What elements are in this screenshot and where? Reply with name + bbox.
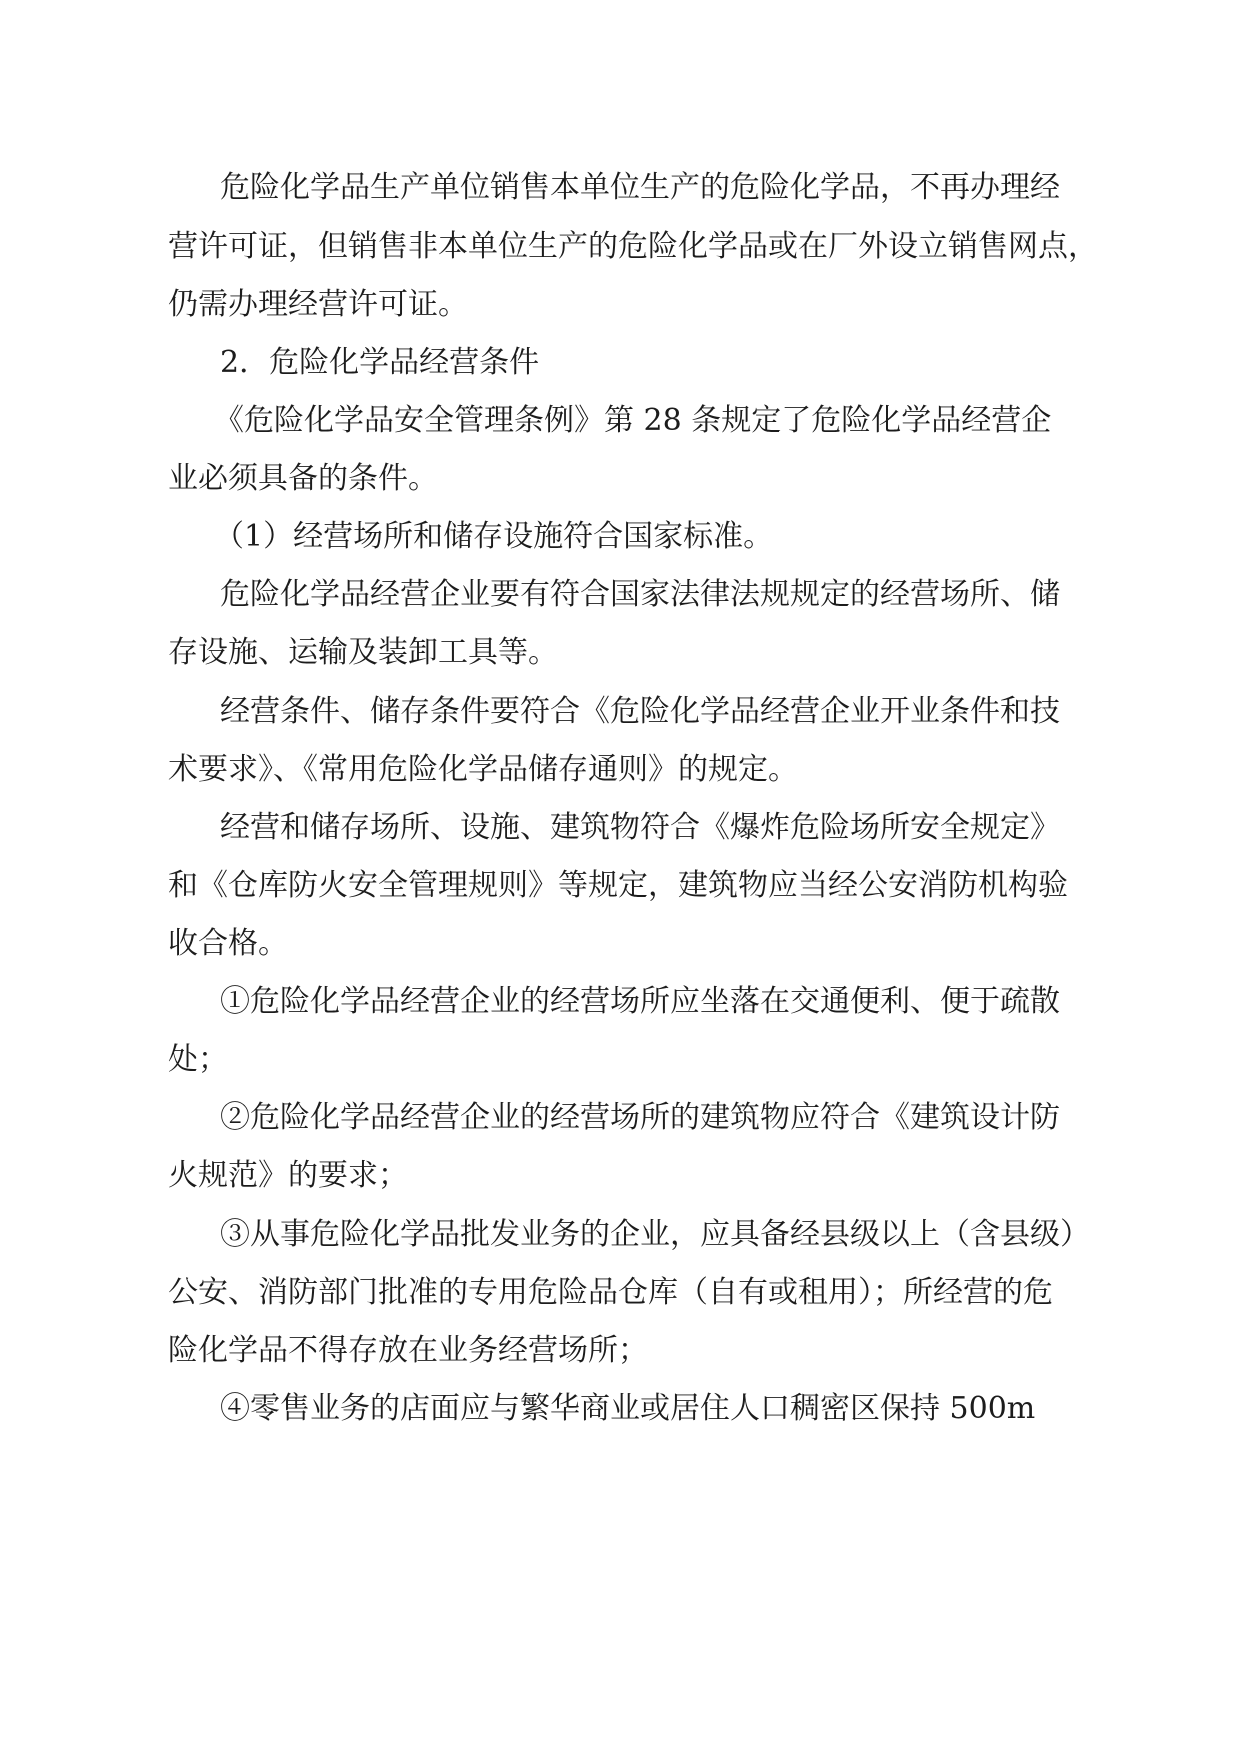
text-line	[0, 1326, 1241, 1376]
text-line	[0, 1093, 1241, 1143]
line-text: 危险化学品经营企业要有符合国家法律法规规定的经营场所、储	[220, 577, 1060, 612]
line-text: 存设施、运输及装卸工具等。	[168, 635, 558, 670]
text-line	[0, 163, 1241, 213]
section-heading	[0, 338, 1241, 388]
text-line	[0, 222, 1241, 272]
line-text: 《危险化学品安全管理条例》第 28 条规定了危险化学品经营企	[214, 403, 1052, 438]
text-line	[0, 280, 1241, 330]
line-text: 处；	[168, 1042, 228, 1077]
line-text: 业必须具备的条件。	[168, 461, 438, 496]
line-text: ②危险化学品经营企业的经营场所的建筑物应符合《建筑设计防	[220, 1100, 1060, 1135]
text-line	[0, 919, 1241, 969]
text-line	[0, 803, 1241, 853]
line-text: 仍需办理经营许可证。	[168, 287, 468, 322]
heading-text: 2．危险化学品经营条件	[220, 345, 540, 380]
text-line	[0, 1268, 1241, 1318]
line-text: （1）经营场所和储存设施符合国家标准。	[214, 519, 774, 554]
line-text: 术要求》、《常用危险化学品储存通则》的规定。	[168, 752, 798, 787]
line-text: 营许可证，但销售非本单位生产的危险化学品或在厂外设立销售网点，	[168, 229, 1098, 264]
line-text: 收合格。	[168, 926, 288, 961]
text-line	[0, 1151, 1241, 1201]
line-text: 经营条件、储存条件要符合《危险化学品经营企业开业条件和技	[220, 694, 1060, 729]
text-line	[0, 861, 1241, 911]
text-line	[0, 454, 1241, 504]
line-text: 险化学品不得存放在业务经营场所；	[168, 1333, 648, 1368]
text-line	[0, 977, 1241, 1027]
line-text: ④零售业务的店面应与繁华商业或居住人口稠密区保持 500m	[220, 1391, 1036, 1426]
text-line	[0, 1035, 1241, 1085]
text-line	[0, 1210, 1241, 1260]
line-text: ①危险化学品经营企业的经营场所应坐落在交通便利、便于疏散	[220, 984, 1060, 1019]
text-line	[0, 512, 1241, 562]
line-text: 火规范》的要求；	[168, 1158, 408, 1193]
text-line	[0, 570, 1241, 620]
line-text: 公安、消防部门批准的专用危险品仓库（自有或租用）；所经营的危	[168, 1275, 1053, 1310]
text-line	[0, 628, 1241, 678]
line-text: ③从事危险化学品批发业务的企业，应具备经县级以上（含县级）	[220, 1217, 1090, 1252]
text-line	[0, 687, 1241, 737]
text-line	[0, 745, 1241, 795]
text-line	[0, 396, 1241, 446]
text-line	[0, 1384, 1241, 1434]
line-text: 危险化学品生产单位销售本单位生产的危险化学品，不再办理经	[220, 170, 1060, 205]
line-text: 和《仓库防火安全管理规则》等规定，建筑物应当经公安消防机构验	[168, 868, 1068, 903]
line-text: 经营和储存场所、设施、建筑物符合《爆炸危险场所安全规定》	[220, 810, 1060, 845]
